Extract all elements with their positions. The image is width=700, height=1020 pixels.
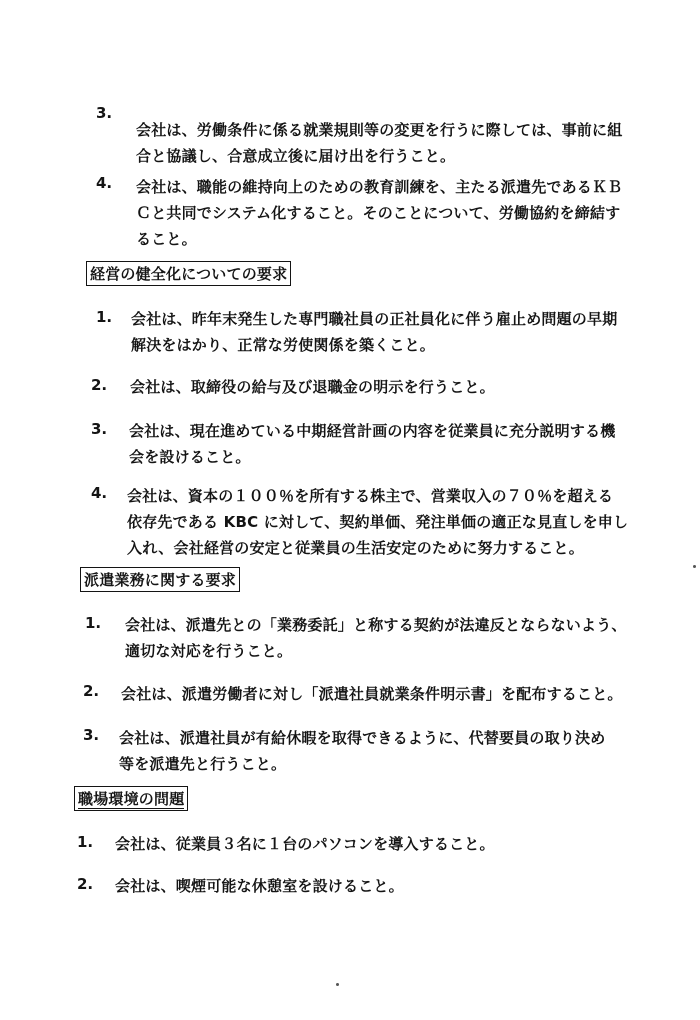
item-number: 2. <box>91 376 108 394</box>
item-line: ること。 <box>136 230 197 248</box>
item-line: 会社は、派遣労働者に対し「派遣社員就業条件明示書」を配布すること。 <box>121 685 623 703</box>
item-line: 会社は、派遣社員が有給休暇を取得できるように、代替要員の取り決め <box>119 729 606 747</box>
item-line: 会社は、取締役の給与及び退職金の明示を行うこと。 <box>130 378 495 396</box>
item-text <box>129 418 615 470</box>
item-line: 合と協議し、合意成立後に届け出を行うこと。 <box>136 147 456 165</box>
item-text <box>115 873 404 899</box>
item-line: 会社は、喫煙可能な休憩室を設けること。 <box>115 877 404 895</box>
item-line: 等を派遣先と行うこと。 <box>119 755 287 773</box>
item-line: 適切な対応を行うこと。 <box>125 642 293 660</box>
item-line: 会社は、昨年末発生した専門職社員の正社員化に伴う雇止め問題の早期 <box>131 310 618 328</box>
item-line: 会を設けること。 <box>129 448 251 466</box>
item-number: 4. <box>96 174 113 192</box>
item-line: 解決をはかり、正常な労使関係を築くこと。 <box>131 336 436 354</box>
item-line: 入れ、会社経営の安定と従業員の生活安定のために努力すること。 <box>127 539 584 557</box>
item-number: 1. <box>85 614 102 632</box>
item-number: 2. <box>77 875 94 893</box>
item-number: 3. <box>91 420 108 438</box>
item-number: 4. <box>91 484 108 502</box>
section-heading <box>86 261 291 286</box>
section-heading-text: 派遣業務に関する要求 <box>84 571 237 589</box>
item-text <box>115 831 495 857</box>
item-line: 会社は、労働条件に係る就業規則等の変更を行うに際しては、事前に組 <box>136 121 623 139</box>
section-heading <box>80 567 240 592</box>
item-number: 3. <box>83 726 100 744</box>
item-number: 3. <box>96 104 113 122</box>
item-text <box>136 117 622 169</box>
section-heading-text: 職場環境の問題 <box>78 790 185 808</box>
item-text <box>130 374 495 400</box>
item-number: 2. <box>83 682 100 700</box>
item-line: 会社は、職能の維持向上のための教育訓練を、主たる派遣先であるＫＢ <box>136 178 623 196</box>
item-line: Ｃと共同でシステム化すること。そのことについて、労働協約を締結す <box>136 204 621 222</box>
item-line: 依存先である KBC に対して、契約単価、発注単価の適正な見直しを申し <box>127 513 629 531</box>
section-heading-text: 経営の健全化についての要求 <box>90 265 288 283</box>
item-text <box>121 681 623 707</box>
item-text <box>136 174 622 252</box>
item-text <box>127 483 628 561</box>
section-heading <box>74 786 188 811</box>
item-line: 会社は、従業員３名に１台のパソコンを導入すること。 <box>115 835 495 853</box>
item-number: 1. <box>77 833 94 851</box>
scan-speck <box>693 565 696 568</box>
item-text <box>125 612 627 664</box>
scan-speck <box>336 983 339 986</box>
item-line: 会社は、現在進めている中期経営計画の内容を従業員に充分説明する機 <box>129 422 616 440</box>
item-line: 会社は、派遣先との「業務委託」と称する契約が法違反とならないよう、 <box>125 616 627 634</box>
item-text <box>131 306 617 358</box>
item-text <box>119 725 605 777</box>
item-number: 1. <box>96 308 113 326</box>
item-line: 会社は、資本の１００％を所有する株主で、営業収入の７０％を超える <box>127 487 614 505</box>
